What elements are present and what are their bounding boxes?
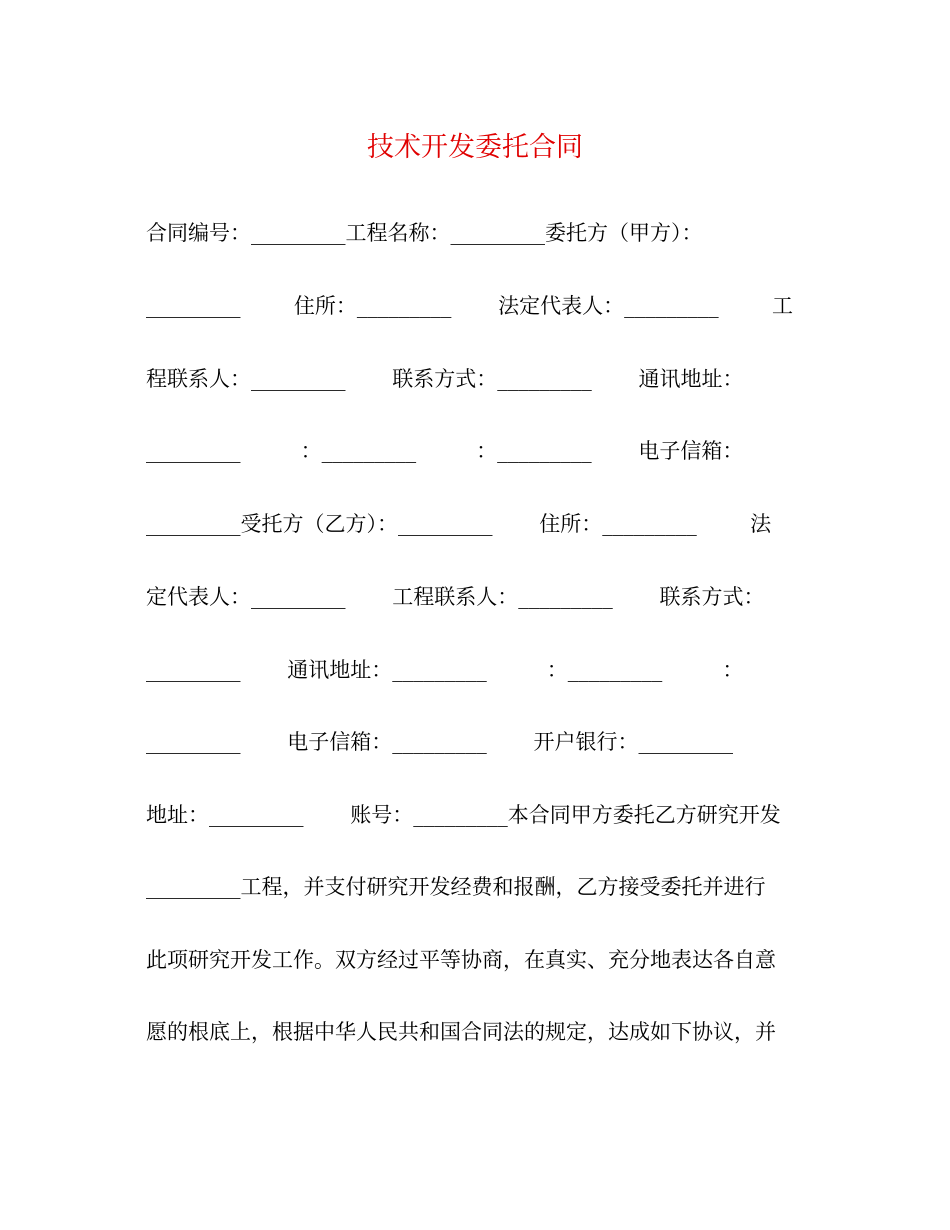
text-line-5: _________受托方（乙方）：_________ 住所：_________ 法 xyxy=(146,512,772,536)
text-line-3: 程联系人：_________ 联系方式：_________ 通讯地址： xyxy=(146,367,744,391)
text-line-11: 此项研究开发工作。双方经过平等协商，在真实、充分地表达各自意 xyxy=(146,948,776,972)
text-line-1: 合同编号：_________工程名称：_________委托方（甲方）： xyxy=(146,221,703,245)
text-line-12: 愿的根底上，根据中华人民共和国合同法的规定，达成如下协议，并 xyxy=(146,1020,776,1044)
text-line-2: _________ 住所：_________ 法定代表人：_________ 工 xyxy=(146,294,794,318)
text-line-10: _________工程，并支付研究开发经费和报酬，乙方接受委托并进行 xyxy=(146,875,766,899)
document-title: 技术开发委托合同 xyxy=(367,132,583,163)
text-line-6: 定代表人：_________ 工程联系人：_________ 联系方式： xyxy=(146,585,765,609)
text-line-7: _________ 通讯地址：_________ ：_________ ： xyxy=(146,658,744,682)
text-line-4: _________ ：_________ ：_________ 电子信箱： xyxy=(146,439,744,463)
text-line-9: 地址：_________ 账号：_________本合同甲方委托乙方研究开发 xyxy=(146,803,781,827)
text-line-8: _________ 电子信箱：_________ 开户银行：_________ xyxy=(146,730,733,754)
